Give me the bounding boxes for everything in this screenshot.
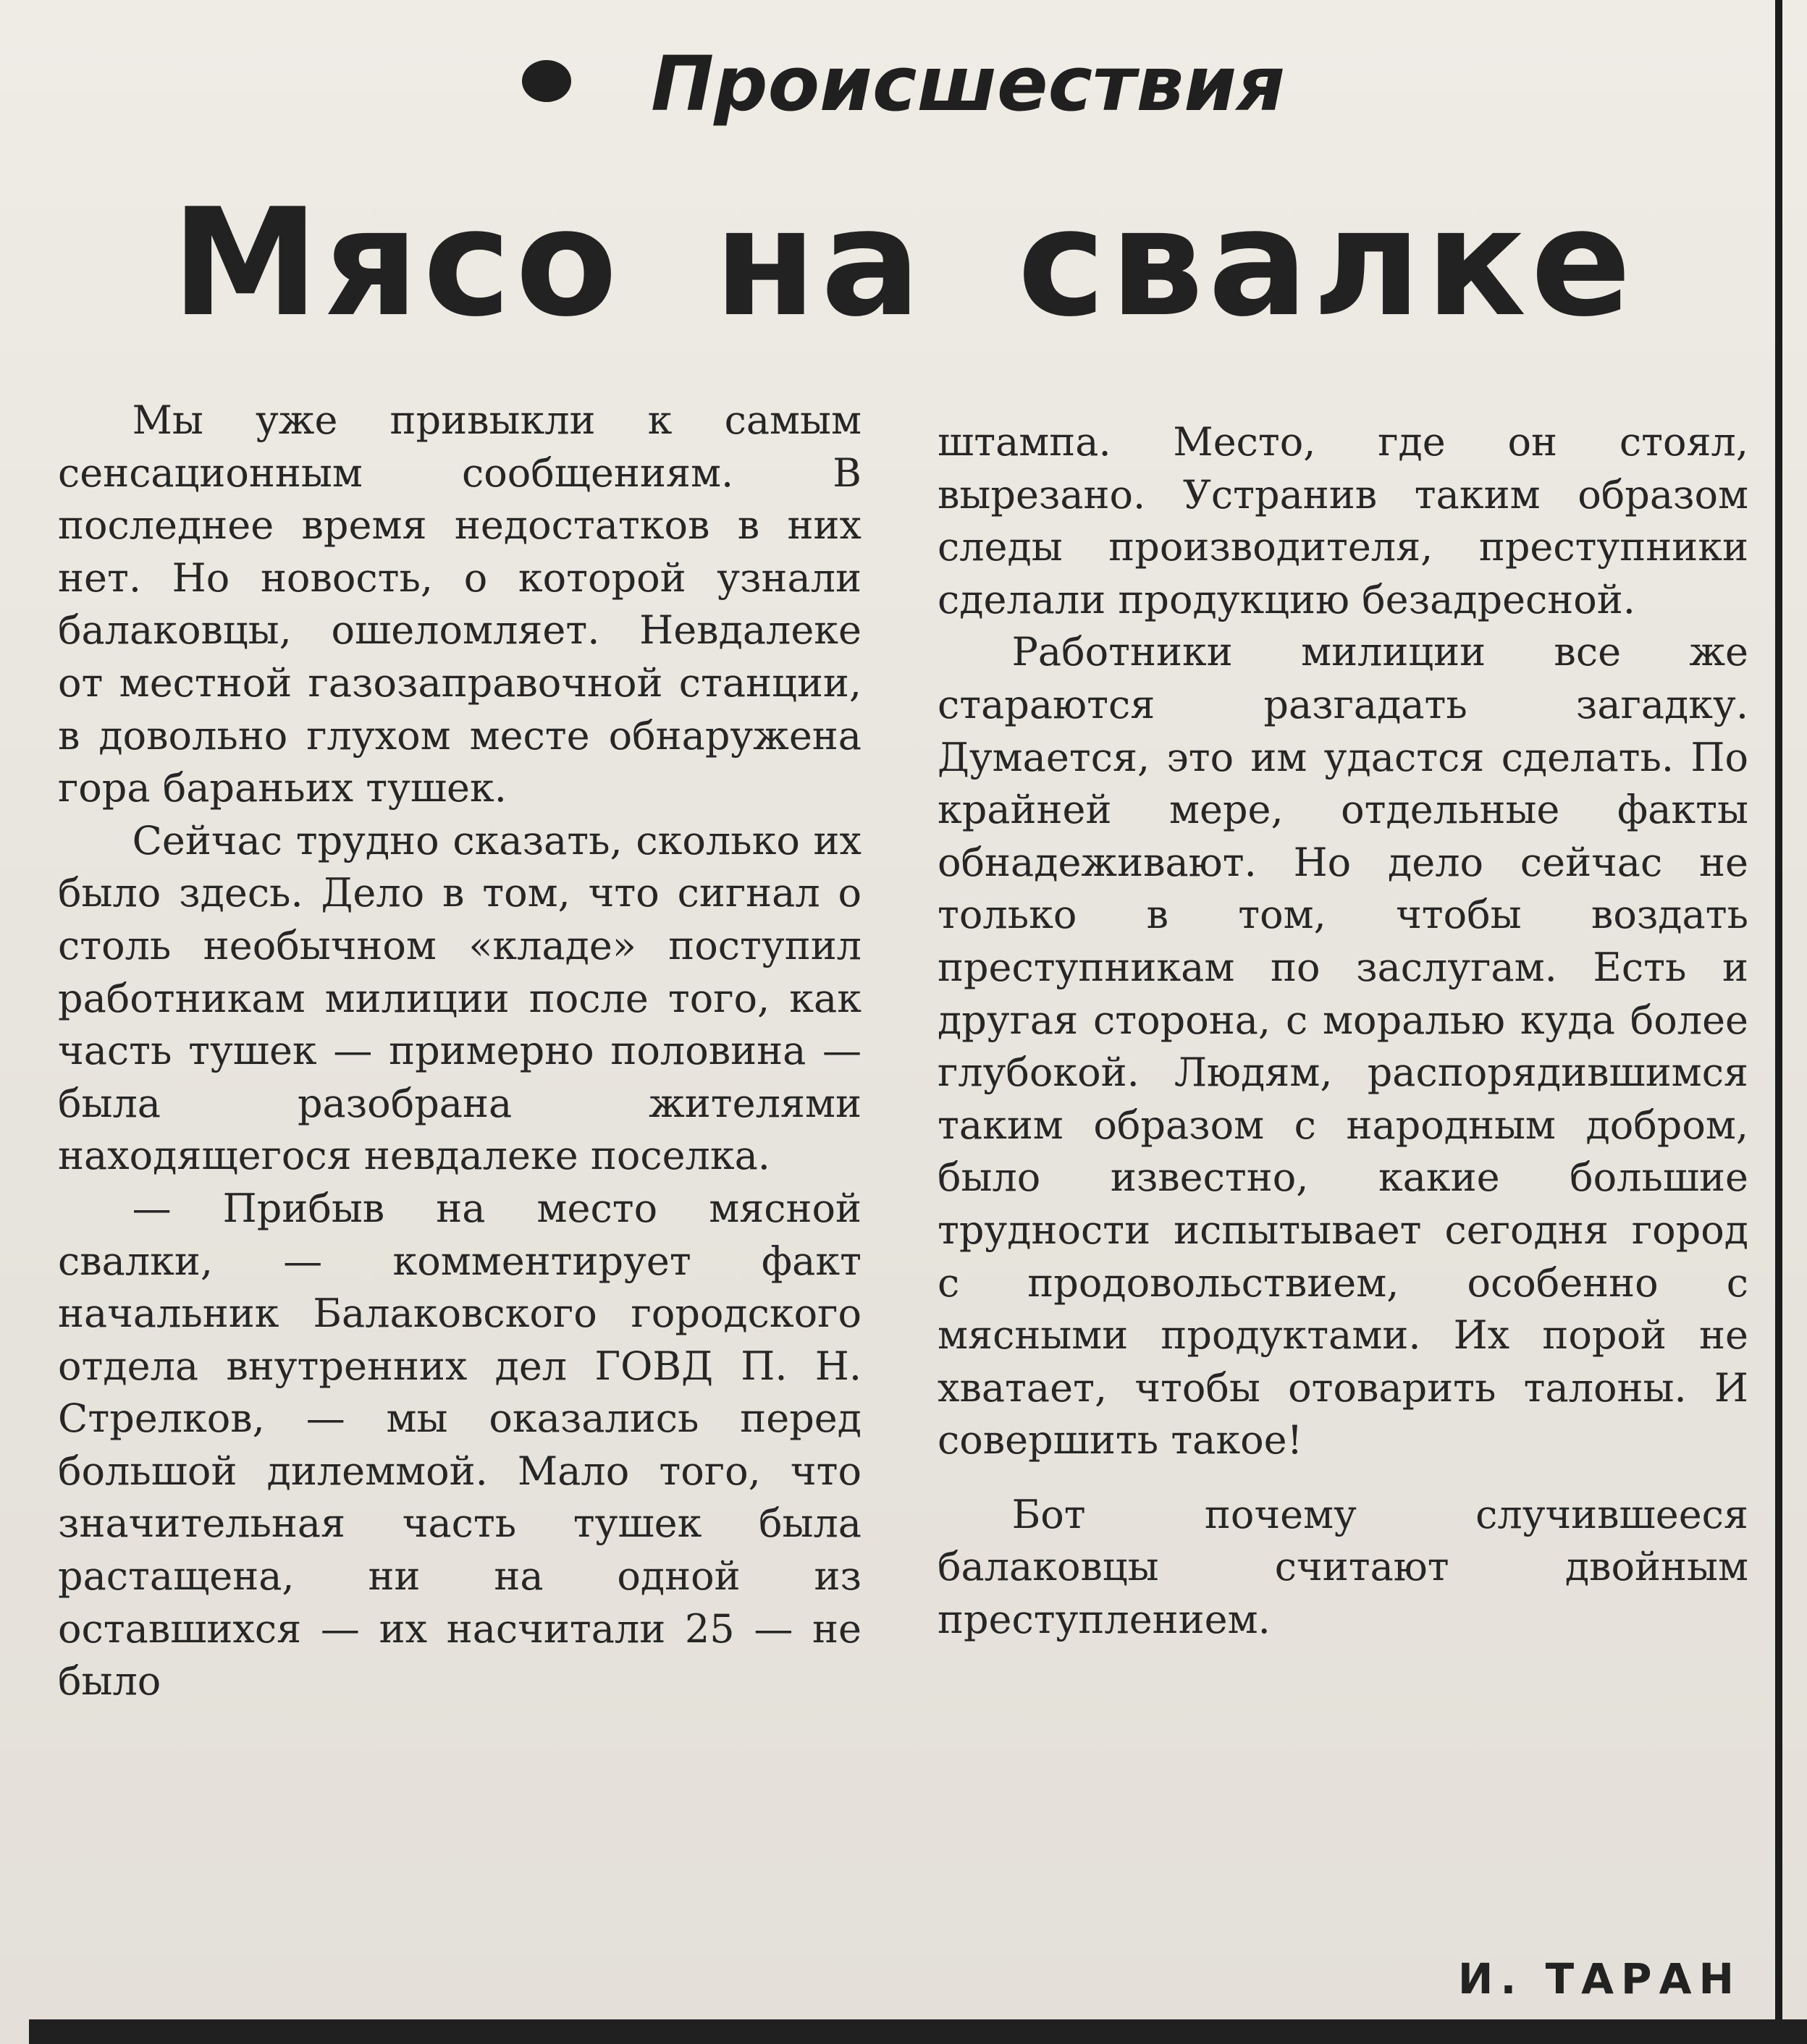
article-column-left: [58, 394, 862, 1708]
bottom-edge: [29, 2019, 1807, 2044]
paragraph: Мы уже привыкли к самым сенсационным сообщениям. В последнее время недостатков в них нет. Но новость, о которой узнали балаковцы, ошеломляет. Невдалеке от местной газозаправочной станции, в довольно глухом месте обнаружена гора бараньих тушек.: [58, 397, 862, 811]
author-signature: И. ТАРАН: [1457, 1954, 1741, 2003]
rubric: [0, 40, 1807, 128]
article-column-right: [938, 416, 1748, 1647]
paragraph: Сейчас трудно сказать, сколько их было здесь. Дело в том, что сигнал о столь необычном «кладе» поступил работникам милиции после того, как часть тушек — примерно половина — была разобрана жителями находящегося невдалеке поселка.: [58, 817, 862, 1179]
paragraph: Бот почему случившееся балаковцы считают двойным преступлением.: [938, 1491, 1748, 1643]
headline: Мясо на свалке: [171, 177, 1636, 350]
rubric-label: Происшествия: [651, 40, 1285, 128]
paragraph: — Прибыв на место мясной свалки, — комментирует факт начальник Балаковского городского отдела внутренних дел ГОВД П. Н. Стрелков, — мы оказались перед большой дилеммой. Мало того, что значительная часть тушек была растащена, ни на одной из оставшихся — их насчитали 25 — не было: [58, 1185, 862, 1705]
paragraph: штампа. Место, где он стоял, вырезано. Устранив таким образом следы производителя, преступники сделали продукцию безадресной.: [938, 419, 1748, 622]
bullet-icon: [522, 60, 571, 102]
paragraph: Работники милиции все же стараются разгадать загадку. Думается, это им удастся сделать. По крайней мере, отдельные факты обнадеживают. Но дело сейчас не только в том, чтобы воздать преступникам по заслугам. Есть и другая сторона, с моралью куда более глубокой. Людям, распорядившимся таким образом с народным добром, было известно, какие большие трудности испытывает сегодня город с продовольствием, особенно с мясными продуктами. Их порой не хватает, чтобы отоварить талоны. И совершить такое!: [938, 629, 1748, 1464]
